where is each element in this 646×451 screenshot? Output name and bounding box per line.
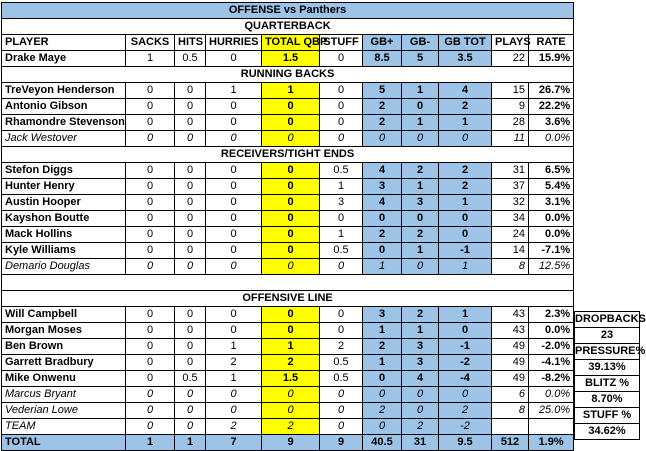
side-stat-label-row — [575, 344, 640, 360]
stat-cell: 8 — [492, 259, 529, 275]
side-stat-value: 34.62% — [575, 424, 640, 440]
section-label: RECEIVERS/TIGHT ENDS — [2, 147, 574, 163]
stat-cell: 14 — [492, 243, 529, 259]
stat-cell: 4 — [402, 371, 439, 387]
stat-cell: 0 — [175, 163, 206, 179]
side-stat-label-row — [575, 312, 640, 328]
stat-cell: 0 — [206, 323, 262, 339]
stat-cell: 2 — [439, 179, 492, 195]
table-row — [2, 243, 574, 259]
stat-cell: 0 — [262, 227, 320, 243]
stat-cell: 0 — [126, 259, 175, 275]
table-row — [2, 387, 574, 403]
column-header: GB TOT — [439, 35, 492, 51]
sheet-title: OFFENSE vs Panthers — [2, 3, 574, 19]
section-header-row — [2, 19, 574, 35]
stat-cell: 0.5 — [320, 355, 363, 371]
stat-cell: 0 — [320, 419, 363, 435]
stat-cell: 0 — [175, 99, 206, 115]
stat-cell: -4.1% — [529, 355, 574, 371]
total-cell: 1 — [126, 435, 175, 451]
stat-cell — [529, 419, 574, 435]
side-stat-value-row — [575, 360, 640, 376]
stat-cell: 1 — [402, 323, 439, 339]
stat-cell: 3.6% — [529, 115, 574, 131]
stat-cell: 1 — [206, 371, 262, 387]
stat-cell: 3 — [363, 179, 402, 195]
table-row — [2, 323, 574, 339]
total-cell: 40.5 — [363, 435, 402, 451]
stat-cell: 25.0% — [529, 403, 574, 419]
section-header-row — [2, 67, 574, 83]
player-name: Marcus Bryant — [2, 387, 126, 403]
stat-cell: 0 — [126, 403, 175, 419]
stat-cell: 2.3% — [529, 307, 574, 323]
stat-cell: 28 — [492, 115, 529, 131]
side-stat-label-row — [575, 408, 640, 424]
stat-cell: 0 — [206, 131, 262, 147]
stat-cell — [492, 419, 529, 435]
stat-cell: 0 — [175, 227, 206, 243]
stat-cell: 49 — [492, 339, 529, 355]
stat-cell: 8 — [492, 403, 529, 419]
stat-cell: 2 — [262, 419, 320, 435]
stat-cell: 1 — [439, 195, 492, 211]
stat-cell: 0 — [175, 419, 206, 435]
stat-cell: 0 — [320, 387, 363, 403]
stat-cell: 0 — [175, 323, 206, 339]
table-row — [2, 355, 574, 371]
stat-cell: 0 — [320, 307, 363, 323]
stat-cell: -2 — [439, 419, 492, 435]
stat-cell: 0 — [262, 259, 320, 275]
stat-cell: 3.5 — [439, 51, 492, 67]
stat-cell: 0 — [439, 323, 492, 339]
offense-pressure-table — [1, 2, 574, 451]
stat-cell: 0 — [402, 211, 439, 227]
column-header: RATE — [529, 35, 574, 51]
stat-cell: 0 — [320, 115, 363, 131]
stat-cell: 0.0% — [529, 211, 574, 227]
player-name: TEAM — [2, 419, 126, 435]
stat-cell: 0 — [175, 243, 206, 259]
stat-cell: 24 — [492, 227, 529, 243]
stat-cell: 0 — [363, 387, 402, 403]
total-cell: 9 — [262, 435, 320, 451]
stat-cell: 0 — [126, 355, 175, 371]
stat-cell: 1 — [206, 339, 262, 355]
player-name: Will Campbell — [2, 307, 126, 323]
side-stat-value: 8.70% — [575, 392, 640, 408]
stat-cell: 2 — [402, 227, 439, 243]
stat-cell: 0 — [175, 179, 206, 195]
stat-cell: 0 — [320, 259, 363, 275]
stat-cell: 0 — [126, 227, 175, 243]
stat-cell: 0 — [439, 131, 492, 147]
stat-cell: 1 — [363, 355, 402, 371]
stat-cell: 32 — [492, 195, 529, 211]
table-row — [2, 195, 574, 211]
side-stat-value-row — [575, 424, 640, 440]
side-stat-label: STUFF % — [575, 408, 640, 424]
stat-cell: 8.5 — [363, 51, 402, 67]
column-header: PLAYS — [492, 35, 529, 51]
player-name: Ben Brown — [2, 339, 126, 355]
stat-cell: 0 — [262, 115, 320, 131]
stat-cell: 2 — [363, 99, 402, 115]
total-cell: 1.9% — [529, 435, 574, 451]
stat-cell: 0 — [363, 131, 402, 147]
stat-cell: 0 — [206, 179, 262, 195]
table-row — [2, 99, 574, 115]
stat-cell: 6 — [492, 387, 529, 403]
stat-cell: 0 — [206, 99, 262, 115]
stat-cell: 0 — [126, 99, 175, 115]
stat-cell: -8.2% — [529, 371, 574, 387]
table-row — [2, 179, 574, 195]
spacer-row — [2, 275, 574, 291]
stat-cell: 1 — [439, 259, 492, 275]
stat-cell: 0 — [262, 99, 320, 115]
player-name: Garrett Bradbury — [2, 355, 126, 371]
stat-cell: 0 — [439, 227, 492, 243]
section-label: RUNNING BACKS — [2, 67, 574, 83]
stat-cell: 1 — [439, 307, 492, 323]
stat-cell: 22 — [492, 51, 529, 67]
stat-cell: 0 — [402, 131, 439, 147]
stat-cell: 0 — [320, 51, 363, 67]
total-cell: 7 — [206, 435, 262, 451]
stat-cell: 43 — [492, 323, 529, 339]
section-label: QUARTERBACK — [2, 19, 574, 35]
stat-cell: -2 — [439, 355, 492, 371]
stat-cell: 0 — [402, 259, 439, 275]
section-header-row — [2, 147, 574, 163]
stat-cell: 0 — [126, 163, 175, 179]
stat-cell: 2 — [206, 355, 262, 371]
stat-cell: 9 — [492, 99, 529, 115]
stat-cell: 0 — [206, 403, 262, 419]
column-header: PLAYER — [2, 35, 126, 51]
stat-cell: 0 — [363, 419, 402, 435]
stat-cell: 0 — [402, 99, 439, 115]
stat-cell: 5 — [363, 83, 402, 99]
stat-cell: 1 — [402, 179, 439, 195]
stat-cell: 49 — [492, 371, 529, 387]
section-header-row — [2, 291, 574, 307]
column-header: TOTAL QBP — [262, 35, 320, 51]
stat-cell: 2 — [402, 163, 439, 179]
stat-cell: 0.5 — [320, 243, 363, 259]
stat-cell: -1 — [439, 243, 492, 259]
stat-cell: 26.7% — [529, 83, 574, 99]
stat-cell: 0.0% — [529, 227, 574, 243]
stat-cell: 0 — [175, 355, 206, 371]
stat-cell: 0 — [262, 211, 320, 227]
stat-cell: 5.4% — [529, 179, 574, 195]
table-row — [2, 403, 574, 419]
stat-cell: 0 — [175, 339, 206, 355]
player-name: Stefon Diggs — [2, 163, 126, 179]
stat-cell: 0.0% — [529, 323, 574, 339]
stat-cell: 0.5 — [175, 51, 206, 67]
stat-cell: 1 — [363, 323, 402, 339]
stat-cell: 22.2% — [529, 99, 574, 115]
player-name: Kyle Williams — [2, 243, 126, 259]
stat-cell: 3 — [402, 355, 439, 371]
stat-cell: 0 — [175, 307, 206, 323]
stat-cell: 5 — [402, 51, 439, 67]
stat-cell: 43 — [492, 307, 529, 323]
stat-cell: 6.5% — [529, 163, 574, 179]
stat-cell: 0 — [175, 387, 206, 403]
stat-cell: 1 — [262, 339, 320, 355]
stat-cell: 0 — [175, 195, 206, 211]
stat-cell: 0 — [363, 211, 402, 227]
player-name: Austin Hooper — [2, 195, 126, 211]
table-row — [2, 163, 574, 179]
stat-cell: 0 — [320, 99, 363, 115]
stat-cell: 3 — [363, 307, 402, 323]
player-name: Vederian Lowe — [2, 403, 126, 419]
stat-cell: 0 — [126, 83, 175, 99]
stat-cell: -2.0% — [529, 339, 574, 355]
stat-cell: 15 — [492, 83, 529, 99]
stat-cell: 0.0% — [529, 131, 574, 147]
stat-cell: 0 — [320, 83, 363, 99]
player-name: Antonio Gibson — [2, 99, 126, 115]
stat-cell: 49 — [492, 355, 529, 371]
table-row — [2, 307, 574, 323]
spacer-cell — [2, 275, 574, 291]
stat-cell: 3 — [402, 339, 439, 355]
total-cell: 9 — [320, 435, 363, 451]
stat-cell: 1 — [402, 243, 439, 259]
stat-cell: 0 — [206, 163, 262, 179]
stat-cell: 4 — [439, 83, 492, 99]
stat-cell: 2 — [439, 99, 492, 115]
stat-cell: 0 — [175, 83, 206, 99]
stat-cell: 3.1% — [529, 195, 574, 211]
stat-cell: 2 — [363, 339, 402, 355]
table-row — [2, 259, 574, 275]
stat-cell: 1.5 — [262, 51, 320, 67]
stat-cell: 2 — [402, 419, 439, 435]
title-row — [2, 3, 574, 19]
stat-cell: 0 — [262, 387, 320, 403]
stat-cell: 15.9% — [529, 51, 574, 67]
column-header: SACKS — [126, 35, 175, 51]
stat-cell: 0 — [363, 371, 402, 387]
total-cell: 512 — [492, 435, 529, 451]
player-name: Rhamondre Stevenson — [2, 115, 126, 131]
player-name: Jack Westover — [2, 131, 126, 147]
stat-cell: 0 — [402, 403, 439, 419]
section-label: OFFENSIVE LINE — [2, 291, 574, 307]
stat-cell: 0 — [262, 323, 320, 339]
stat-cell: 1 — [439, 115, 492, 131]
player-name: Morgan Moses — [2, 323, 126, 339]
side-stat-value: 39.13% — [575, 360, 640, 376]
stat-cell: 0 — [126, 371, 175, 387]
totals-label: TOTAL — [2, 435, 126, 451]
stat-cell: 0 — [262, 307, 320, 323]
side-stat-label: BLITZ % — [575, 376, 640, 392]
stat-cell: 2 — [363, 227, 402, 243]
stat-cell: 34 — [492, 211, 529, 227]
stat-cell: 0 — [439, 387, 492, 403]
total-cell: 1 — [175, 435, 206, 451]
stat-cell: 0 — [126, 307, 175, 323]
stat-cell: 0 — [206, 115, 262, 131]
stat-cell: 2 — [320, 339, 363, 355]
stat-cell: 0 — [126, 339, 175, 355]
stat-cell: 0 — [206, 51, 262, 67]
total-cell: 31 — [402, 435, 439, 451]
player-name: Drake Maye — [2, 51, 126, 67]
stat-cell: 0 — [262, 195, 320, 211]
table-row — [2, 51, 574, 67]
stat-cell: 0 — [126, 419, 175, 435]
stat-cell: 0 — [262, 403, 320, 419]
stat-cell: 1 — [402, 83, 439, 99]
table-row — [2, 339, 574, 355]
stat-cell: 0 — [206, 243, 262, 259]
stat-cell: 4 — [363, 195, 402, 211]
stat-cell: 0 — [206, 259, 262, 275]
table-row — [2, 131, 574, 147]
stat-cell: 1 — [402, 115, 439, 131]
stat-cell: 0 — [320, 403, 363, 419]
stat-cell: 0 — [126, 131, 175, 147]
side-stat-label: DROPBACKS — [575, 312, 640, 328]
stat-cell: 1 — [262, 83, 320, 99]
stat-cell: 1.5 — [262, 371, 320, 387]
table-row — [2, 83, 574, 99]
side-stat-label-row — [575, 376, 640, 392]
stat-cell: 0 — [175, 115, 206, 131]
summary-stats-table — [574, 311, 646, 440]
stat-cell: 2 — [439, 403, 492, 419]
player-name: Kayshon Boutte — [2, 211, 126, 227]
stat-cell: 0 — [126, 179, 175, 195]
side-stat-label: PRESSURE% — [575, 344, 640, 360]
table-row — [2, 371, 574, 387]
totals-row — [2, 435, 574, 451]
column-header: HITS — [175, 35, 206, 51]
stat-cell: 0 — [126, 323, 175, 339]
stat-cell: 3 — [402, 195, 439, 211]
stat-cell: 3 — [320, 195, 363, 211]
stat-cell: 0 — [206, 307, 262, 323]
stat-cell: 0.5 — [320, 371, 363, 387]
stat-cell: 12.5% — [529, 259, 574, 275]
stat-cell: 0.5 — [320, 163, 363, 179]
stat-cell: 31 — [492, 163, 529, 179]
stat-cell: 2 — [402, 307, 439, 323]
stat-cell: 1 — [363, 259, 402, 275]
stat-cell: 0 — [439, 211, 492, 227]
stat-cell: 2 — [363, 403, 402, 419]
stat-cell: 0 — [206, 211, 262, 227]
stat-cell: 0 — [175, 211, 206, 227]
stat-cell: 0 — [126, 243, 175, 259]
stat-cell: 1 — [126, 51, 175, 67]
stat-cell: 4 — [363, 163, 402, 179]
stat-cell: 0 — [320, 323, 363, 339]
stat-cell: 1 — [206, 83, 262, 99]
side-stat-value-row — [575, 328, 640, 344]
stat-cell: 11 — [492, 131, 529, 147]
stat-cell: 0 — [175, 403, 206, 419]
stat-cell: 0 — [262, 243, 320, 259]
stat-cell: 0 — [206, 387, 262, 403]
column-header: HURRIES — [206, 35, 262, 51]
stat-cell: 0 — [262, 179, 320, 195]
player-name: Mike Onwenu — [2, 371, 126, 387]
stat-cell: 0.5 — [175, 371, 206, 387]
table-row — [2, 419, 574, 435]
stat-cell: 2 — [262, 355, 320, 371]
stat-cell: 0 — [206, 195, 262, 211]
stat-cell: 0 — [126, 387, 175, 403]
stat-cell: 0 — [126, 211, 175, 227]
stat-cell: 0.0% — [529, 387, 574, 403]
table-row — [2, 211, 574, 227]
stat-cell: 2 — [439, 163, 492, 179]
column-header-row — [2, 35, 574, 51]
column-header: STUFF — [320, 35, 363, 51]
stat-cell: 0 — [363, 243, 402, 259]
stat-cell: 0 — [262, 163, 320, 179]
stat-cell: -1 — [439, 339, 492, 355]
stat-cell: -7.1% — [529, 243, 574, 259]
stat-cell: 2 — [363, 115, 402, 131]
total-cell: 9.5 — [439, 435, 492, 451]
stat-cell: 0 — [320, 211, 363, 227]
stat-cell: -4 — [439, 371, 492, 387]
table-row — [2, 227, 574, 243]
stat-cell: 0 — [126, 195, 175, 211]
column-header: GB+ — [363, 35, 402, 51]
stat-cell: 0 — [320, 131, 363, 147]
stat-cell: 0 — [402, 387, 439, 403]
player-name: Hunter Henry — [2, 179, 126, 195]
stat-cell: 0 — [262, 131, 320, 147]
stat-cell: 2 — [206, 419, 262, 435]
stat-cell: 1 — [320, 179, 363, 195]
side-stat-value-row — [575, 392, 640, 408]
stat-cell: 0 — [126, 115, 175, 131]
player-name: Mack Hollins — [2, 227, 126, 243]
player-name: TreVeyon Henderson — [2, 83, 126, 99]
table-row — [2, 115, 574, 131]
column-header: GB- — [402, 35, 439, 51]
stat-cell: 0 — [206, 227, 262, 243]
stat-cell: 1 — [320, 227, 363, 243]
stat-cell: 0 — [175, 259, 206, 275]
player-name: Demario Douglas — [2, 259, 126, 275]
stat-cell: 0 — [175, 131, 206, 147]
stat-cell: 37 — [492, 179, 529, 195]
side-stat-value: 23 — [575, 328, 640, 344]
